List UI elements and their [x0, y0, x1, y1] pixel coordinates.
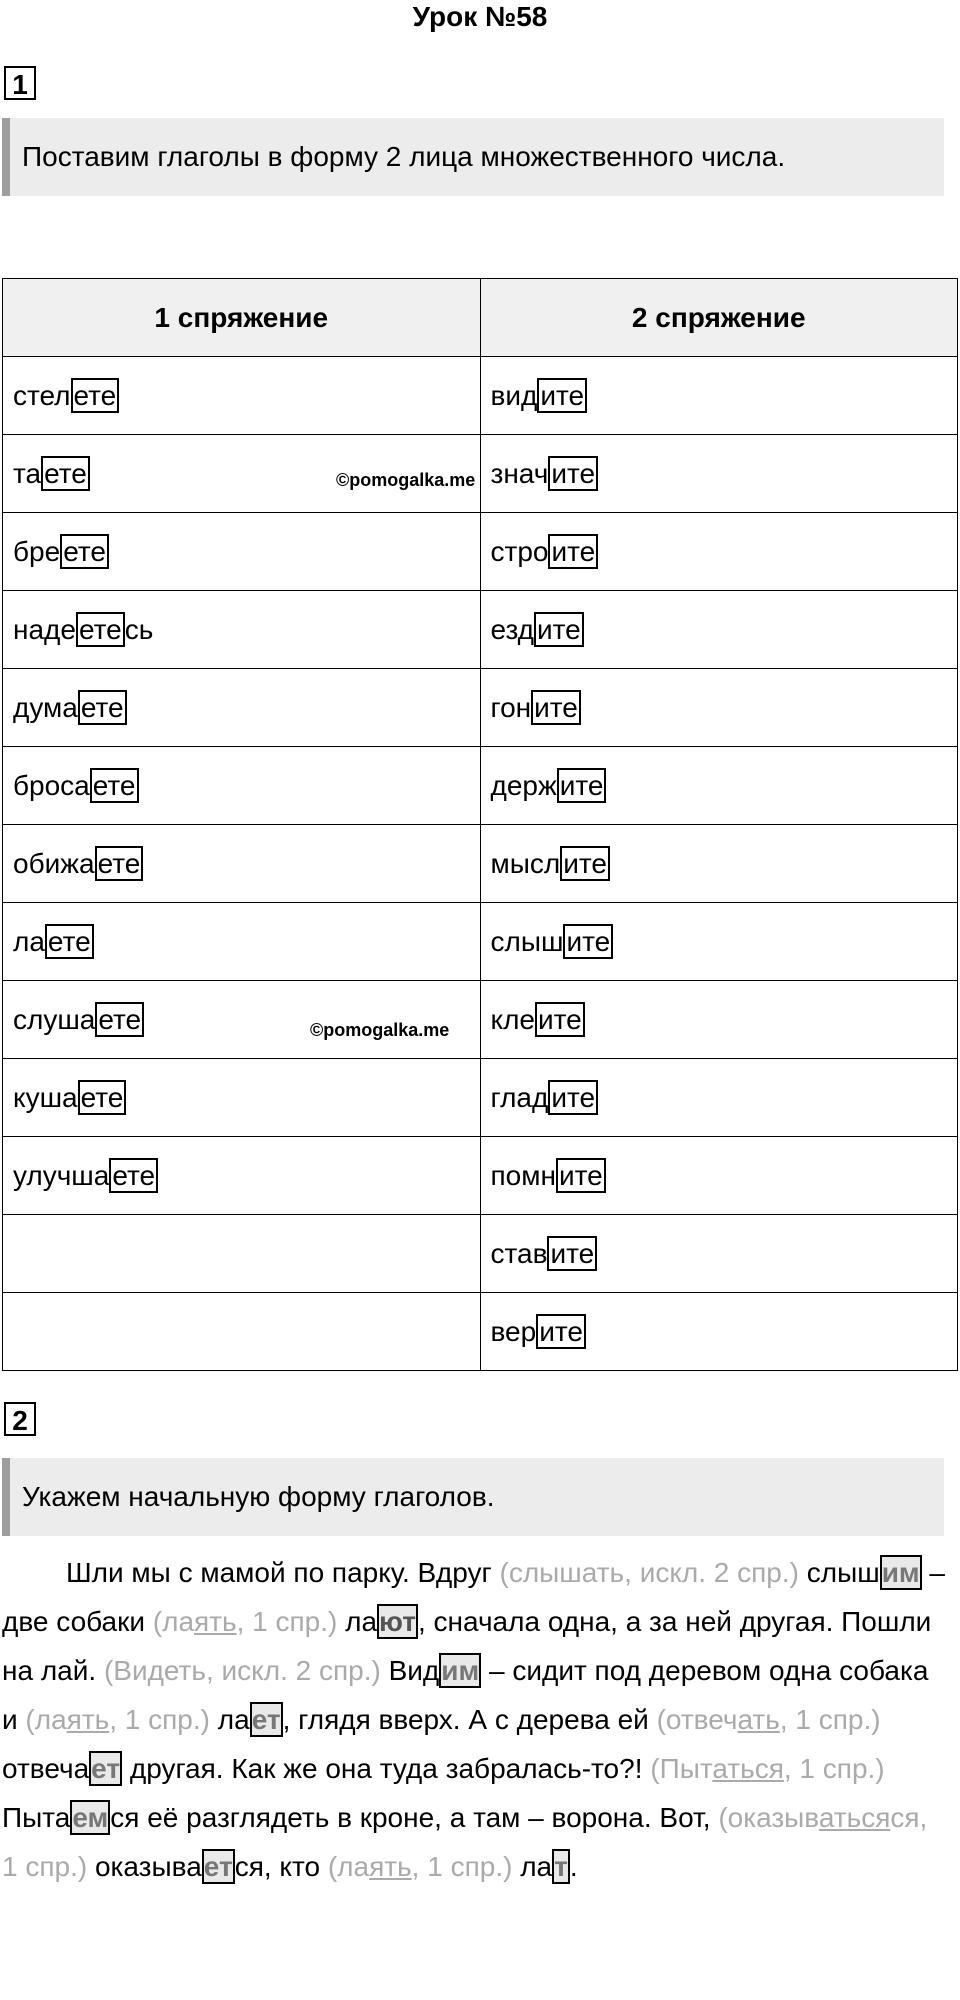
- story-fragment: , сначала одна, а за ней другая. Пошли на лай.: [2, 1606, 932, 1686]
- verb-ending: ете: [95, 1002, 144, 1037]
- verb-stem: знач: [490, 457, 549, 489]
- table-row: [3, 1137, 958, 1215]
- verb-ending: ете: [78, 1080, 127, 1115]
- verb-ending: ете: [76, 612, 125, 647]
- watermark: ©pomogalka.me: [336, 470, 476, 490]
- table-row: [3, 435, 958, 513]
- verb-hint-suffix: ять: [66, 1704, 110, 1735]
- table-header-row: [3, 279, 958, 357]
- verb-cell: [480, 825, 958, 903]
- verb-cell: [3, 513, 481, 591]
- verb-cell: [480, 357, 958, 435]
- verb-ending: ют: [379, 1606, 416, 1637]
- lesson-title: Урок №58: [412, 1, 548, 32]
- story-fragment: – сидит под деревом одна собака и: [2, 1655, 929, 1735]
- verb-ending: ите: [548, 456, 598, 491]
- verb-cell: [480, 1215, 958, 1293]
- verb-ending: ете: [41, 456, 90, 491]
- verb-ending: ете: [60, 534, 109, 569]
- table-row: [3, 1215, 958, 1293]
- verb-stem: бре: [13, 535, 61, 567]
- verb-ending: им: [441, 1655, 480, 1686]
- verb-cell: [480, 747, 958, 825]
- story-fragment: ла: [209, 1704, 250, 1735]
- story-fragment: слыш: [798, 1557, 880, 1588]
- verb-stem: глад: [490, 1081, 549, 1113]
- verb-ending: ите: [548, 1080, 598, 1115]
- verb-hint: (ла: [152, 1606, 195, 1637]
- watermark: ©pomogalka.me: [310, 1020, 450, 1040]
- verb-suffix: сь: [124, 613, 154, 645]
- story-fragment: отвеча: [2, 1753, 90, 1784]
- story-fragment: ла: [512, 1851, 553, 1882]
- conjugation-table: [2, 278, 958, 1371]
- verb-cell: [480, 903, 958, 981]
- verb-stem: броса: [13, 769, 90, 801]
- story-fragment: ся её разглядеть в кроне, а там – ворона. Вот,: [110, 1802, 719, 1833]
- verb-cell: [480, 435, 958, 513]
- table-row: [3, 591, 958, 669]
- verb-cell: [3, 591, 481, 669]
- verb-stem: мысл: [490, 847, 561, 879]
- verb-hint: , 1 спр.): [109, 1704, 210, 1735]
- table-row: [3, 1293, 958, 1371]
- verb-ending: ите: [556, 1158, 606, 1193]
- story-fragment: Вид: [380, 1655, 440, 1686]
- verb-stem: куша: [13, 1081, 78, 1113]
- verb-hint: (оказыв: [718, 1802, 819, 1833]
- verb-cell: [480, 669, 958, 747]
- verb-stem: слуша: [13, 1003, 96, 1035]
- verb-stem: помн: [490, 1159, 556, 1191]
- verb-ending: ите: [537, 378, 587, 413]
- verb-hint: (ла: [327, 1851, 370, 1882]
- verb-stem: стел: [13, 379, 71, 411]
- header-conjugation-1: 1 спряжение: [3, 279, 481, 357]
- verb-cell: [3, 903, 481, 981]
- story-fragment: Пыта: [2, 1802, 71, 1833]
- verb-hint: , 1 спр.): [236, 1606, 338, 1637]
- task-1-number: 1: [4, 66, 36, 100]
- verb-ending: ите: [560, 846, 610, 881]
- verb-ending: ете: [95, 846, 144, 881]
- verb-ending: т: [554, 1851, 568, 1882]
- table-row: [3, 903, 958, 981]
- story-fragment: , глядя вверх. А с дерева ей: [282, 1704, 657, 1735]
- verb-stem: дума: [13, 691, 78, 723]
- verb-stem: став: [490, 1237, 548, 1269]
- verb-ending: ите: [548, 534, 598, 569]
- verb-stem: ла: [13, 925, 45, 957]
- story-fragment: другая. Как же она туда забралась-то?!: [122, 1753, 651, 1784]
- verb-hint: , 1 спр.): [779, 1704, 881, 1735]
- verb-hint: , 1 спр.): [783, 1753, 885, 1784]
- verb-ending: ет: [91, 1753, 121, 1784]
- story-fragment: оказыва: [87, 1851, 202, 1882]
- verb-ending: ете: [45, 924, 94, 959]
- verb-cell: [3, 357, 481, 435]
- verb-ending: ите: [534, 612, 584, 647]
- verb-hint-suffix: аться: [712, 1753, 784, 1784]
- story-fragment: – две собаки: [2, 1557, 945, 1637]
- table-row: [3, 669, 958, 747]
- verb-ending: ите: [535, 1002, 585, 1037]
- verb-hint-suffix: ать: [737, 1704, 780, 1735]
- verb-stem: держ: [490, 769, 557, 801]
- header-conjugation-2: 2 спряжение: [480, 279, 958, 357]
- verb-hint-suffix: ять: [194, 1606, 237, 1637]
- verb-cell: [480, 1137, 958, 1215]
- verb-cell: [3, 825, 481, 903]
- verb-cell: [480, 513, 958, 591]
- table-row: [3, 825, 958, 903]
- verb-ending: ите: [531, 690, 581, 725]
- verb-hint: (Видеть, искл. 2 спр.): [103, 1655, 381, 1686]
- verb-ending: ете: [109, 1158, 158, 1193]
- verb-stem: вер: [490, 1315, 537, 1347]
- verb-stem: обижа: [13, 847, 95, 879]
- verb-cell: [480, 1059, 958, 1137]
- verb-hint: (отвеч: [656, 1704, 738, 1735]
- verb-cell: [3, 747, 481, 825]
- verb-hint-suffix: ять: [369, 1851, 412, 1882]
- verb-ending: ите: [557, 768, 607, 803]
- verb-hint: ся, 1 спр.): [2, 1802, 928, 1882]
- verb-hint-suffix: аться: [818, 1802, 891, 1833]
- verb-ending: ете: [78, 690, 127, 725]
- verb-cell: [480, 1293, 958, 1371]
- verb-cell: [480, 981, 958, 1059]
- story-fragment: Шли мы с мамой по парку. Вдруг: [66, 1557, 500, 1588]
- verb-stem: вид: [490, 379, 538, 411]
- verb-ending: ет: [203, 1851, 233, 1882]
- verb-cell: [480, 591, 958, 669]
- verb-ending: ет: [251, 1704, 281, 1735]
- verb-hint: , 1 спр.): [411, 1851, 513, 1882]
- verb-cell: [3, 1059, 481, 1137]
- verb-hint: (слышать, искл. 2 спр.): [499, 1557, 799, 1588]
- verb-stem: стро: [490, 535, 549, 567]
- verb-stem: наде: [13, 613, 76, 645]
- verb-ending: ете: [90, 768, 139, 803]
- story-fragment: ся, кто: [234, 1851, 328, 1882]
- verb-ending: ем: [72, 1802, 109, 1833]
- table-row: [3, 513, 958, 591]
- verb-cell: [3, 1215, 481, 1293]
- story-paragraph: [2, 1548, 950, 1891]
- verb-hint: (Пыт: [650, 1753, 713, 1784]
- verb-cell: [3, 1293, 481, 1371]
- verb-stem: улучша: [13, 1159, 110, 1191]
- story-fragment: ла: [337, 1606, 378, 1637]
- task-2-instruction: Укажем начальную форму глаголов.: [2, 1458, 944, 1536]
- verb-stem: гон: [490, 691, 532, 723]
- task-2-number: 2: [4, 1402, 36, 1436]
- verb-cell: [3, 1137, 481, 1215]
- verb-ending: ете: [71, 378, 120, 413]
- table-row: [3, 981, 958, 1059]
- verb-ending: ите: [536, 1314, 586, 1349]
- verb-stem: кле: [490, 1003, 535, 1035]
- verb-stem: езд: [490, 613, 535, 645]
- story-fragment: .: [569, 1851, 578, 1882]
- task-1-instruction: Поставим глаголы в форму 2 лица множественного числа.: [2, 118, 944, 196]
- verb-hint: (ла: [25, 1704, 67, 1735]
- verb-ending: им: [881, 1557, 920, 1588]
- verb-ending: ите: [563, 924, 613, 959]
- verb-stem: слыш: [490, 925, 564, 957]
- story-text: [2, 1548, 950, 1891]
- verb-stem: та: [13, 457, 42, 489]
- table-body: [3, 357, 958, 1371]
- table-row: [3, 747, 958, 825]
- verb-cell: [3, 669, 481, 747]
- table-row: [3, 357, 958, 435]
- verb-ending: ите: [547, 1236, 597, 1271]
- table-row: [3, 1059, 958, 1137]
